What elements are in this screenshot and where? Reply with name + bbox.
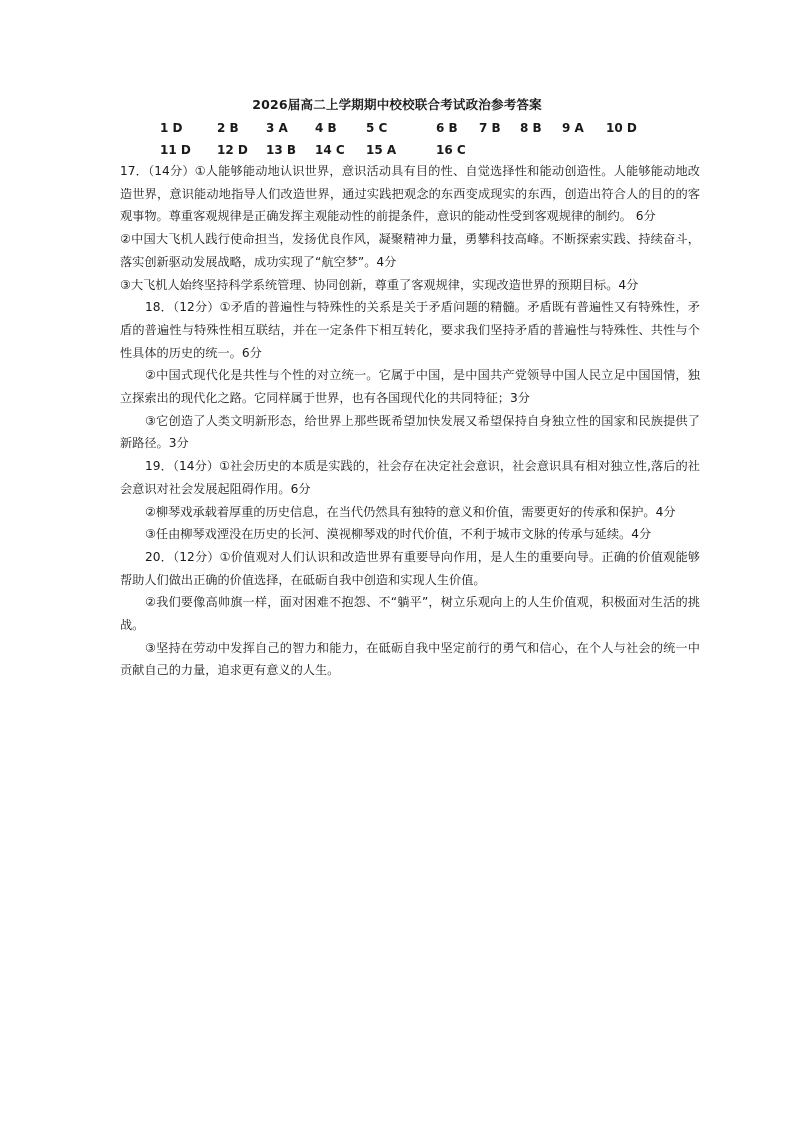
answer-17-part-3: ③大飞机人始终坚持科学系统管理、协同创新，尊重了客观规律，实现改造世界的预期目标。4分 <box>120 277 639 292</box>
answer-20-part-1: 20．（12分）①价值观对人们认识和改造世界有重要导向作用，是人生的重要向导。正确的价值观能够帮助人们做出正确的价值选择，在砥砺自我中创造和实现人生价值。 <box>120 549 700 587</box>
answer-item: 6 B <box>436 121 458 135</box>
answer-20-part-2: ②我们要像高帅旗一样，面对困难不抱怨、不“躺平”，树立乐观向上的人生价值观，积极面对生活的挑战。 <box>120 595 700 633</box>
answer-18-part-1: 18．（12分）①矛盾的普遍性与特殊性的关系是关于矛盾问题的精髓。矛盾既有普遍性又有特殊性，矛盾的普遍性与特殊性相互联结，并在一定条件下相互转化，要求我们坚持矛盾的普遍性与特殊性、共性与个性具体的历史的统一。6分 <box>120 300 700 360</box>
answer-item: 2 B <box>217 121 239 135</box>
answer-item: 9 A <box>562 121 584 135</box>
answer-item: 16 C <box>436 143 466 157</box>
answer-item: 4 B <box>315 121 337 135</box>
answer-17-part-2: ②中国大飞机人践行使命担当，发扬优良作风，凝聚精神力量，勇攀科技高峰。不断探索实践、持续奋斗，落实创新驱动发展战略，成功实现了“航空梦”。4分 <box>120 232 700 269</box>
document-title: 2026届高二上学期期中校校联合考试政治参考答案 <box>252 97 542 112</box>
answer-row-1 <box>160 120 660 136</box>
answer-item: 5 C <box>366 121 388 135</box>
answer-item: 3 A <box>266 121 288 135</box>
answer-item: 13 B <box>266 143 297 157</box>
answer-18-part-3: ③它创造了人类文明新形态，给世界上那些既希望加快发展又希望保持自身独立性的国家和民族提供了新路径。3分 <box>120 413 700 451</box>
answer-20-part-3: ③坚持在劳动中发挥自己的智力和能力，在砥砺自我中坚定前行的勇气和信心，在个人与社会的统一中贡献自己的力量，追求更有意义的人生。 <box>120 640 700 678</box>
answer-item: 7 B <box>479 121 501 135</box>
answer-body <box>120 160 700 682</box>
answer-item: 10 D <box>606 121 637 135</box>
answer-19-part-1: 19．（14分）①社会历史的本质是实践的，社会存在决定社会意识，社会意识具有相对独立性,落后的社会意识对社会发展起阻碍作用。6分 <box>120 459 700 496</box>
answer-19-part-3: ③任由柳琴戏湮没在历史的长河、漠视柳琴戏的时代价值，不利于城市文脉的传承与延续。4分 <box>145 527 652 542</box>
answer-item: 12 D <box>217 143 248 157</box>
answer-19-part-2: ②柳琴戏承载着厚重的历史信息，在当代仍然具有独特的意义和价值，需要更好的传承和保护。4分 <box>145 504 676 519</box>
answer-row-2 <box>160 142 660 158</box>
answer-item: 1 D <box>160 121 183 135</box>
answer-item: 14 C <box>315 143 345 157</box>
answer-item: 15 A <box>366 143 397 157</box>
answer-18-part-2: ②中国式现代化是共性与个性的对立统一。它属于中国，是中国共产党领导中国人民立足中国国情，独立探索出的现代化之路。它同样属于世界，也有各国现代化的共同特征；3分 <box>120 368 700 406</box>
answer-item: 11 D <box>160 143 191 157</box>
answer-17-part-1: 17．（14分）①人能够能动地认识世界，意识活动具有目的性、自觉选择性和能动创造性。人能够能动地改造世界，意识能动地指导人们改造世界，通过实践把观念的东西变成现实的东西，创造出符合人的目的的客观事物。尊重客观规律是正确发挥主观能动性的前提条件，意识的能动性受到客观规律的制约。 6分 <box>120 164 700 224</box>
answer-item: 8 B <box>520 121 542 135</box>
